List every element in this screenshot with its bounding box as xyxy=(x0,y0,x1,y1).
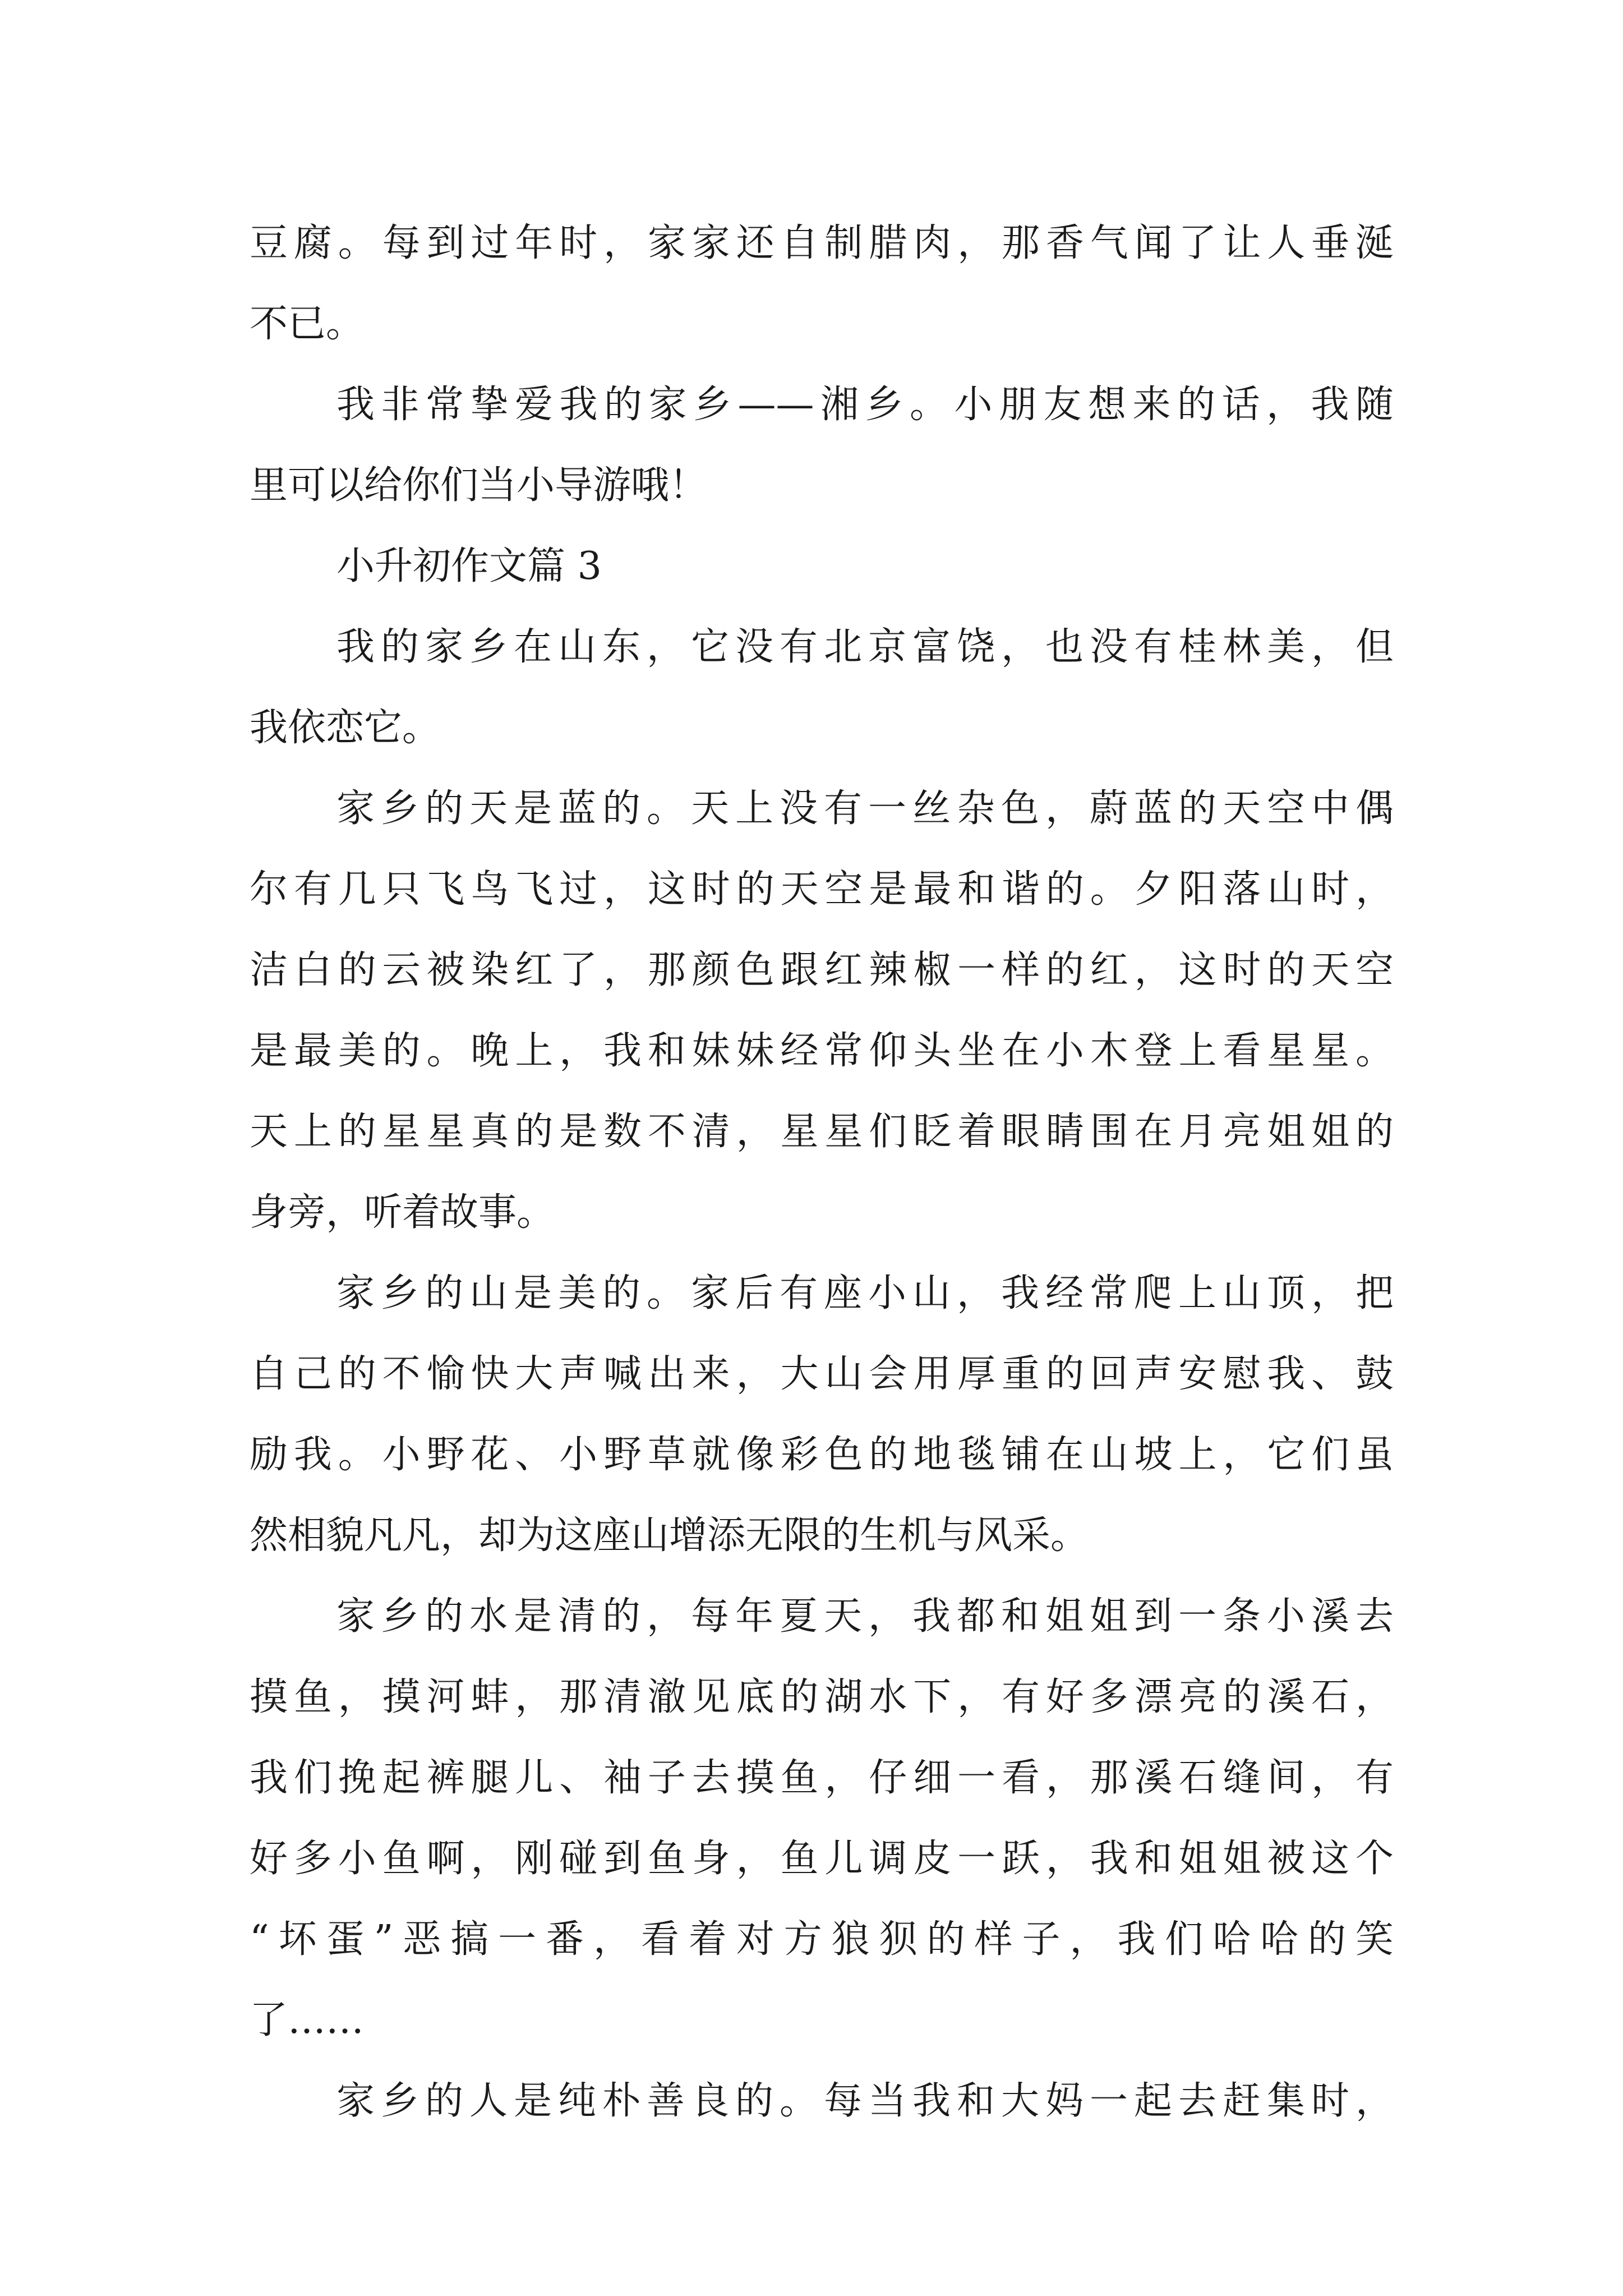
text-line: 里可以给你们当小导游哦！ xyxy=(250,463,708,508)
text-line: 豆腐。每到过年时，家家还自制腊肉，那香气闻了让人垂涎 xyxy=(250,221,1394,265)
text-line: 励我。小野花、小野草就像彩色的地毯铺在山坡上，它们虽 xyxy=(250,1433,1394,1477)
text-line: 家乡的水是清的，每年夏天，我都和姐姐到一条小溪去 xyxy=(336,1594,1394,1639)
text-line: “坏蛋”恶搞一番，看着对方狼狈的样子，我们哈哈的笑 xyxy=(250,1917,1394,1962)
text-line: 了…… xyxy=(250,1998,365,2042)
text-line: 身旁，听着故事。 xyxy=(250,1190,555,1235)
text-line: 尔有几只飞鸟飞过，这时的天空是最和谐的。夕阳落山时， xyxy=(250,867,1394,912)
text-line: 家乡的人是纯朴善良的。每当我和大妈一起去赶集时， xyxy=(336,2079,1394,2123)
text-line: 洁白的云被染红了，那颜色跟红辣椒一样的红，这时的天空 xyxy=(250,948,1394,992)
text-line: 摸鱼，摸河蚌，那清澈见底的湖水下，有好多漂亮的溪石， xyxy=(250,1675,1394,1719)
text-line: 不已。 xyxy=(250,302,365,346)
text-line: 我们挽起裤腿儿、袖子去摸鱼，仔细一看，那溪石缝间，有 xyxy=(250,1756,1394,1800)
text-line: 是最美的。晚上，我和妹妹经常仰头坐在小木登上看星星。 xyxy=(250,1029,1394,1073)
text-line: 然相貌凡凡，却为这座山增添无限的生机与风采。 xyxy=(250,1513,1089,1558)
text-line: 我的家乡在山东，它没有北京富饶，也没有桂林美，但 xyxy=(336,625,1394,669)
text-line: 自己的不愉快大声喊出来，大山会用厚重的回声安慰我、鼓 xyxy=(250,1352,1394,1396)
text-line: 我依恋它。 xyxy=(250,706,441,750)
text-line: 家乡的山是美的。家后有座小山，我经常爬上山顶，把 xyxy=(336,1271,1394,1315)
text-line: 家乡的天是蓝的。天上没有一丝杂色，蔚蓝的天空中偶 xyxy=(336,786,1394,831)
text-line: 我非常挚爱我的家乡——湘乡。小朋友想来的话，我随 xyxy=(336,383,1394,427)
section-heading: 小升初作文篇 3 xyxy=(336,544,602,588)
text-line: 天上的星星真的是数不清，星星们眨着眼睛围在月亮姐姐的 xyxy=(250,1110,1394,1154)
text-line: 好多小鱼啊，刚碰到鱼身，鱼儿调皮一跃，我和姐姐被这个 xyxy=(250,1837,1394,1881)
